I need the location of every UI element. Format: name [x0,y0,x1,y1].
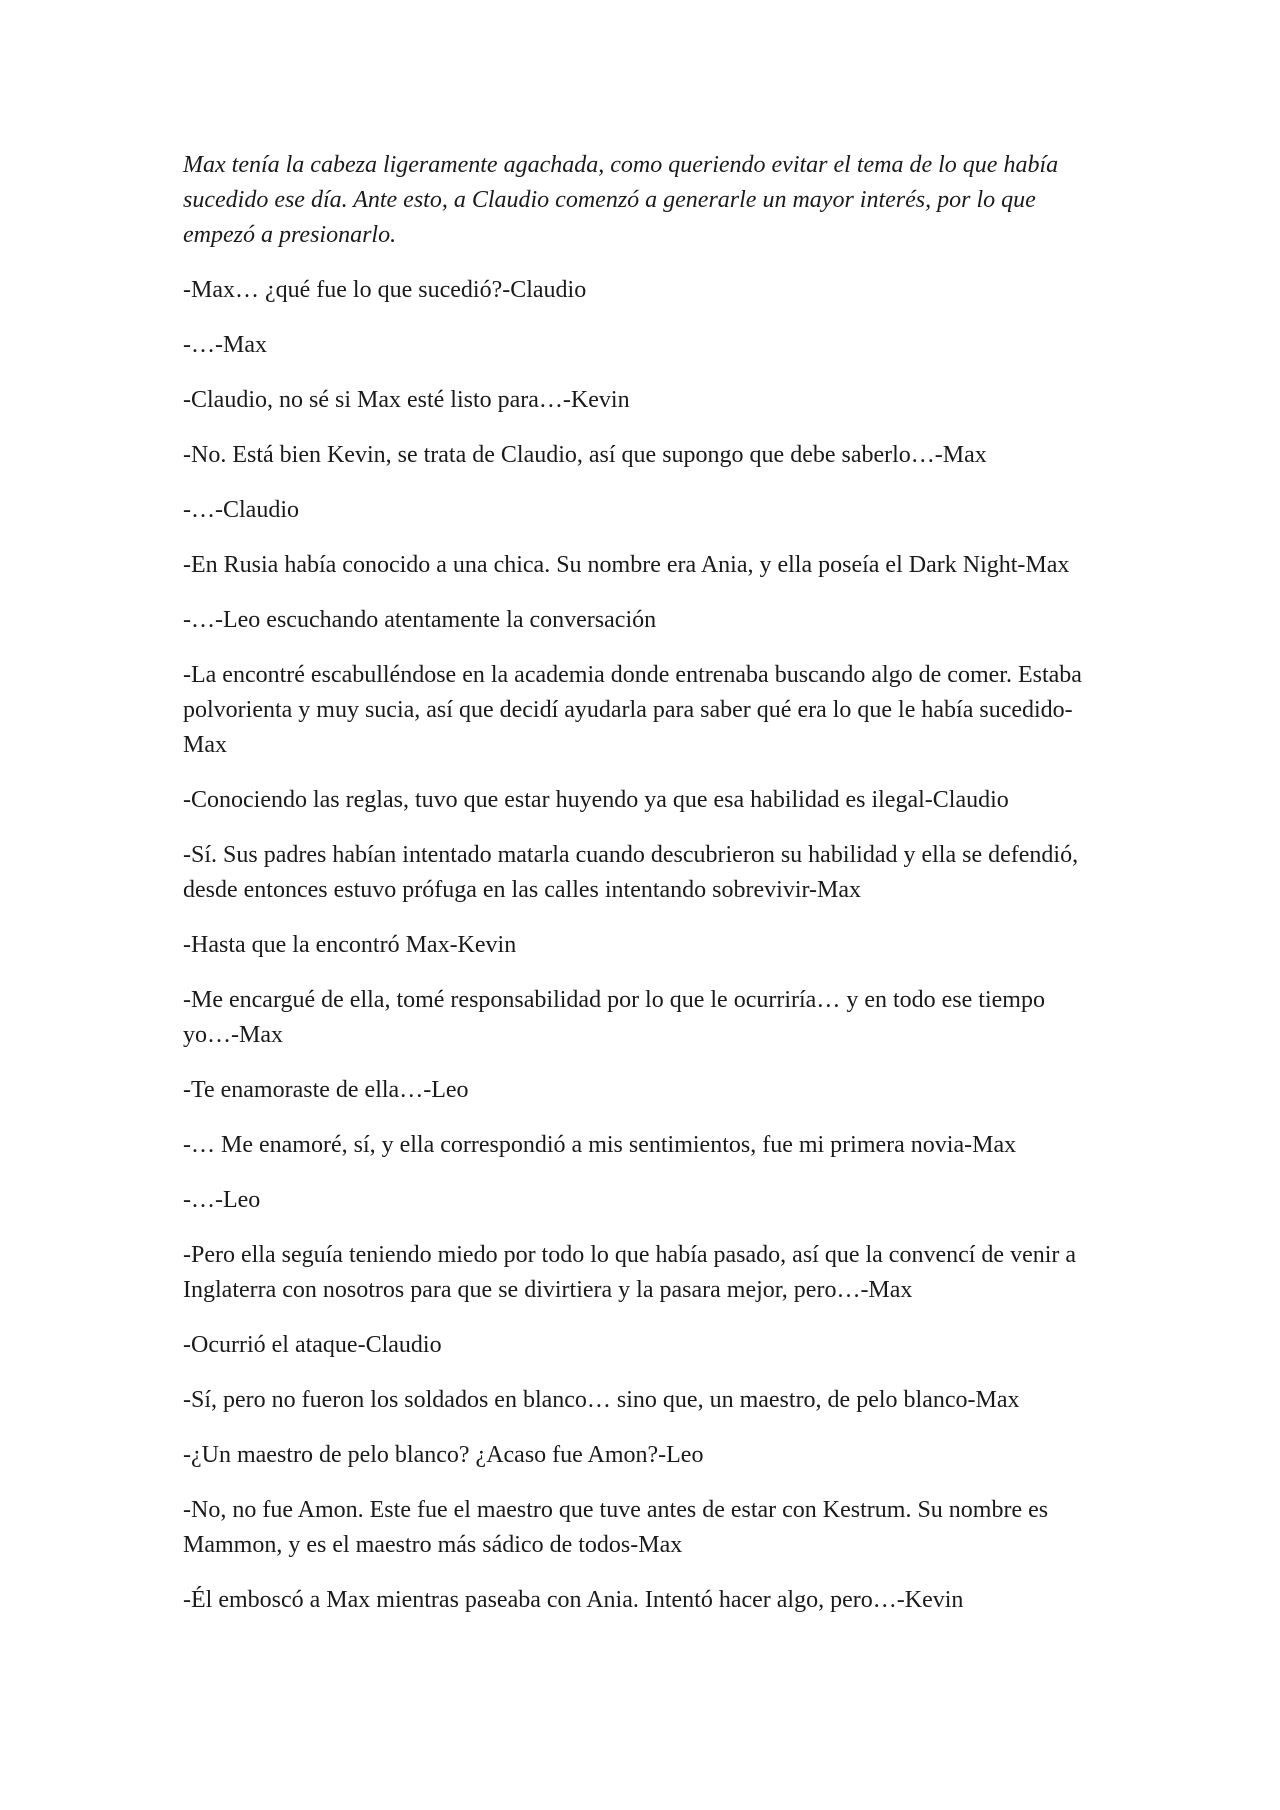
dialogue-line: -Te enamoraste de ella…-Leo [183,1077,469,1103]
dialogue-line: -Pero ella seguía teniendo miedo por todo lo que había pasado, así que la convencí de venir a Inglaterra con nosotros para que se divirtiera y la pasara mejor, pero…-Max [183,1242,1077,1303]
dialogue-line: -Sí. Sus padres habían intentado matarla cuando descubrieron su habilidad y ella se defendió, desde entonces estuvo prófuga en las calles intentando sobrevivir-Max [183,842,1079,903]
dialogue-line: -…-Max [183,332,267,358]
dialogue-line: -No, no fue Amon. Este fue el maestro que tuve antes de estar con Kestrum. Su nombre es Mammon, y es el maestro más sádico de todos-Max [183,1497,1049,1558]
dialogue-line: -…-Claudio [183,497,299,523]
dialogue-line: -Él emboscó a Max mientras paseaba con Ania. Intentó hacer algo, pero…-Kevin [183,1587,964,1613]
dialogue-line: -Max… ¿qué fue lo que sucedió?-Claudio [183,277,587,303]
narration-paragraph: Max tenía la cabeza ligeramente agachada, como queriendo evitar el tema de lo que había sucedido ese día. Ante esto, a Claudio comenzó a generarle un mayor interés, por lo que empezó a presionarlo. [183,152,1059,248]
dialogue-line: -… Me enamoré, sí, y ella correspondió a mis sentimientos, fue mi primera novia-Max [183,1132,1017,1158]
dialogue-line: -…-Leo [183,1187,261,1213]
dialogue-line: -Ocurrió el ataque-Claudio [183,1332,442,1358]
dialogue-line: -En Rusia había conocido a una chica. Su nombre era Ania, y ella poseía el Dark Night-Max [183,552,1070,578]
dialogue-line: -La encontré escabulléndose en la academia donde entrenaba buscando algo de comer. Estaba polvorienta y muy sucia, así que decidí ayudarla para saber qué era lo que le había sucedido-Max [183,662,1082,758]
dialogue-line: -…-Leo escuchando atentamente la conversación [183,607,657,633]
dialogue-line: -¿Un maestro de pelo blanco? ¿Acaso fue Amon?-Leo [183,1442,704,1468]
dialogue-line: -No. Está bien Kevin, se trata de Claudio, así que supongo que debe saberlo…-Max [183,442,987,468]
text-body [183,148,1103,1638]
dialogue-line: -Me encargué de ella, tomé responsabilidad por lo que le ocurriría… y en todo ese tiempo yo…-Max [183,987,1045,1048]
dialogue-line: -Hasta que la encontró Max-Kevin [183,932,517,958]
dialogue-line: -Sí, pero no fueron los soldados en blanco… sino que, un maestro, de pelo blanco-Max [183,1387,1020,1413]
dialogue-line: -Conociendo las reglas, tuvo que estar huyendo ya que esa habilidad es ilegal-Claudio [183,787,1009,813]
dialogue-line: -Claudio, no sé si Max esté listo para…-Kevin [183,387,630,413]
